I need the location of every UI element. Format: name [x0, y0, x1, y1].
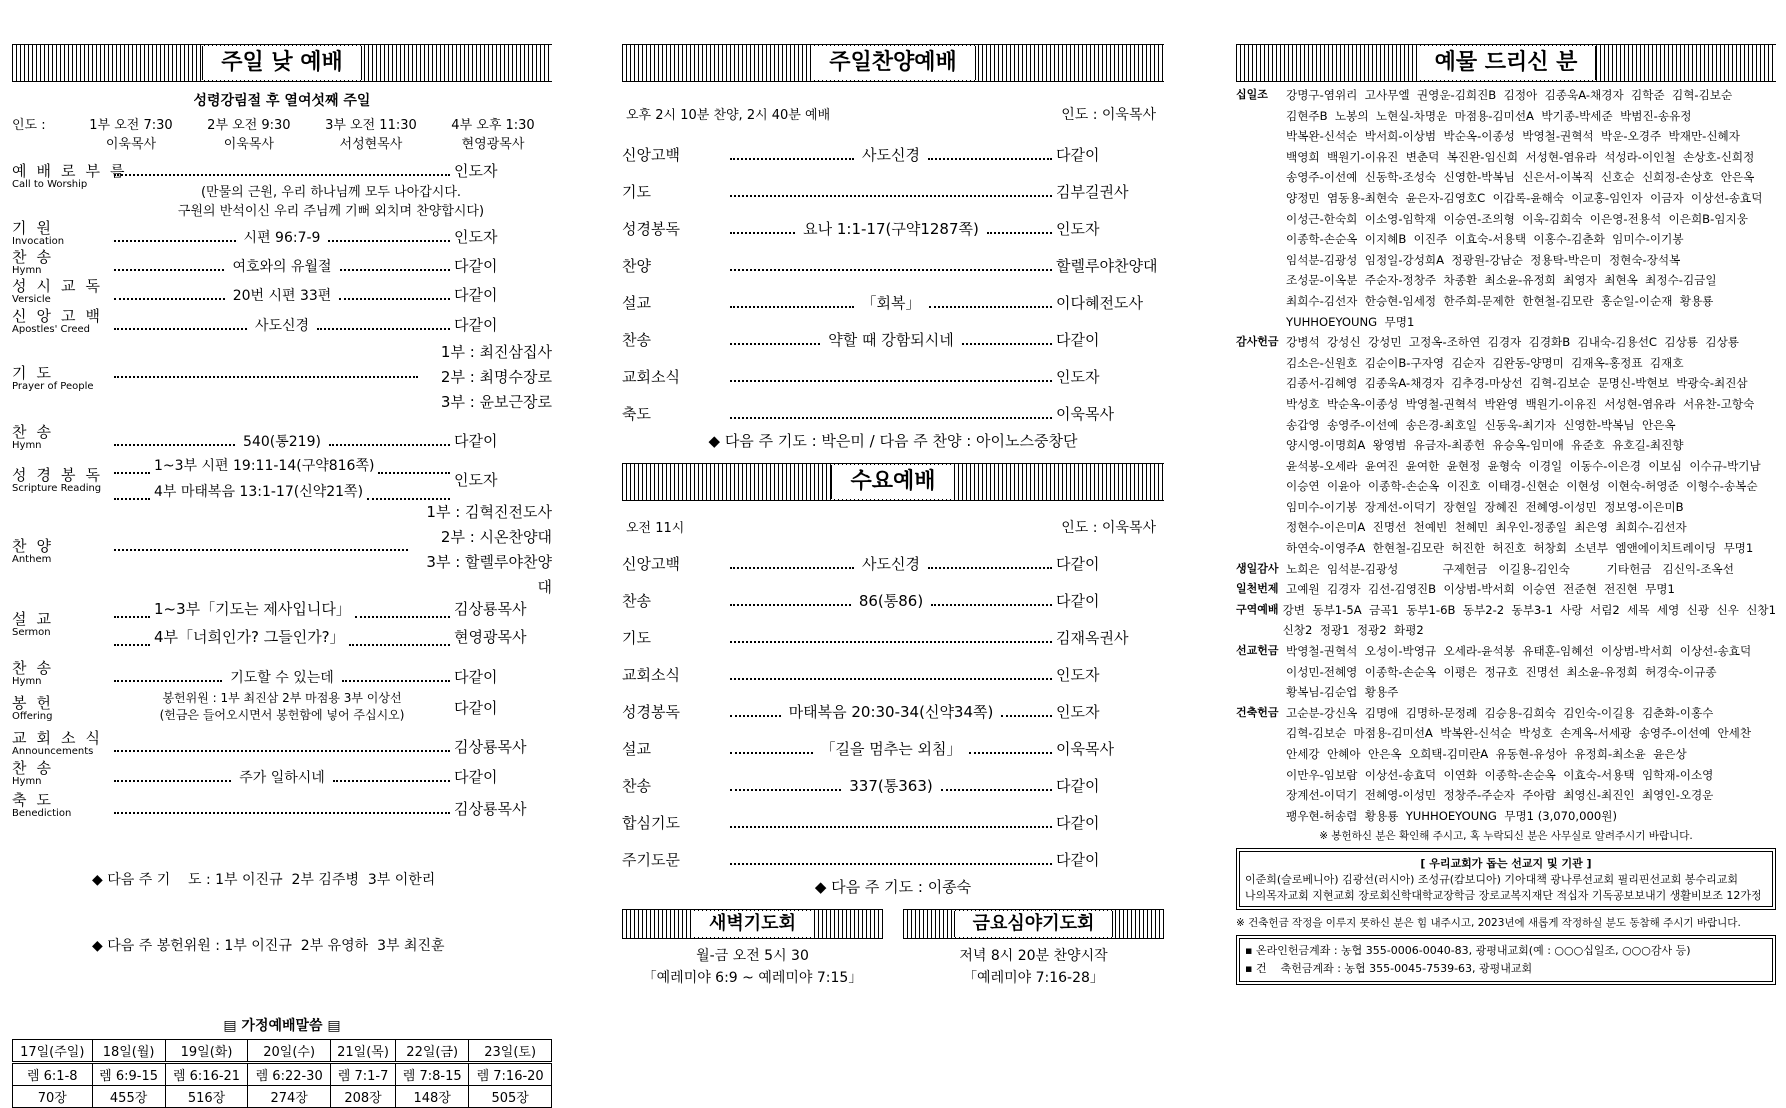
order-person: 다같이 — [1056, 814, 1100, 832]
offering-names: 이만우-임보람 이상선-송효덕 이연화 이종학-손순옥 이효숙-서용택 임학재-이소영 — [1286, 767, 1714, 782]
order-person: 김재옥권사 — [1056, 629, 1129, 647]
praise-lead: 인도 : 이욱목사 — [1061, 107, 1156, 123]
order-invocation: 기원 Invocation 시편 96:7-9 인도자 — [12, 219, 498, 247]
order-hymn-3: 찬송 Hymn 기도할 수 있는데 다같이 — [12, 659, 498, 687]
family-cell: 20일(수) — [248, 1040, 331, 1063]
offering-names: 김종서-김혜영 김종욱A-채경자 김추경-마상선 김혁-김보순 문명신-박현보 박광숙-최진삼 — [1286, 376, 1748, 391]
offering-names: 박복완-신석순 박서희-이상범 박순옥-이종성 박영철-권혁석 박운-오경주 박재만-신혜자 — [1286, 129, 1740, 144]
call-label: 예배로부름 — [12, 162, 135, 180]
offering-names: 김혁-김보순 마점용-김미선A 박복완-신석순 박성호 손계옥-서세광 송영주-이선예 안세찬 — [1286, 726, 1752, 741]
family-cell: 21일(목) — [331, 1040, 396, 1063]
offering-group — [1236, 600, 1776, 641]
family-cell: 516장 — [165, 1086, 248, 1108]
family-cell: 208장 — [331, 1086, 396, 1108]
service-3: 3부 오전 11:30 서성현목사 — [325, 118, 417, 152]
order-person: 이욱목사 — [1056, 405, 1114, 423]
mission-title: [ 우리교회가 돕는 선교지 및 기관 ] — [1420, 857, 1592, 871]
order-benediction: 축도 Benediction 김상룡목사 — [12, 791, 527, 819]
order-person: 인도자 — [1056, 703, 1100, 721]
family-cell: 렘 6:22-30 — [248, 1063, 331, 1086]
praise-service-column — [622, 44, 1164, 989]
offering-type: 구역예배 — [1236, 602, 1279, 616]
offering-type: 십일조 — [1236, 88, 1268, 101]
offering-names: 양시영-이명희A 왕영범 유금자-최종헌 유승옥-임미애 유준호 유호길-최진향 — [1286, 438, 1684, 453]
account-box — [1239, 938, 1773, 982]
order-person: 인도자 — [1056, 368, 1100, 386]
sunday-service-title: 주일 낮 예배 — [202, 46, 362, 80]
offering-group — [1236, 332, 1776, 559]
offering-names: 송영주-이선예 신동학-조성숙 신영한-박복님 신은서-이복직 신호순 신희정-손상호 안은옥 — [1286, 170, 1755, 185]
order-item — [622, 537, 1164, 574]
order-content: 「길을 멈추는 외침」 — [820, 740, 962, 758]
praise-order-list — [622, 128, 1164, 424]
offering-group — [1236, 641, 1776, 703]
lead-label: 인도 : — [12, 118, 46, 133]
offering-names: 윤석봉-오세라 윤여진 윤여한 윤현정 윤형숙 이경일 이동수-이은경 이보심 이수규-박기남 — [1286, 458, 1761, 473]
order-label: 교회소식 — [622, 368, 680, 386]
offering-names: 안세강 안혜아 안은옥 오희택-김미란A 유동현-유성아 유정희-최소윤 윤은상 — [1286, 747, 1687, 761]
family-cell: 렘 6:16-21 — [165, 1063, 248, 1086]
family-cell: 148장 — [396, 1086, 469, 1108]
order-offering: 봉헌 Offering 봉헌위원 : 1부 최진삼 2부 마점용 3부 이상선 (헌금은 들어오시면서 봉헌함에 넣어 주십시오) 다같이 — [12, 691, 498, 722]
order-label: 기도 — [622, 629, 651, 647]
building-account: ▪ 건 축헌금계좌 : 농협 355-0045-7539-63, 광평내교회 — [1245, 962, 1533, 976]
offering-names: 노희은 임석분-김광성 구제헌금 이길용-김인숙 기타헌금 김신익-조옥선 — [1286, 561, 1734, 576]
order-item — [622, 350, 1164, 387]
offering-names: 고예원 김경자 김선-김영진B 이상범-박서희 이승연 전준현 전진현 무명1 — [1286, 582, 1675, 597]
order-creed: 신앙고백 Apostles' Creed 사도신경 다같이 — [12, 307, 498, 335]
order-content: 「회복」 — [861, 294, 921, 312]
order-label: 교회소식 — [622, 666, 680, 684]
liturgical-subtitle: 성령강림절 후 열여섯째 주일 — [193, 93, 371, 109]
order-person: 이다혜전도사 — [1056, 294, 1143, 312]
sunday-service-column — [12, 44, 552, 1108]
offering-names: 이성근-한숙희 이소영-임학재 이승연-조의형 이욱-김희숙 이은영-전용석 이은희B-임지웅 — [1286, 211, 1748, 226]
offering-names: 강변 동부1-5A 금곡1 동부1-6B 동부2-2 동부3-1 사랑 서림2 세목 세영 신광 신우 신창1 — [1282, 602, 1776, 617]
family-cell: 렘 7:16-20 — [469, 1063, 552, 1086]
order-label: 찬송 — [622, 592, 651, 610]
order-item — [622, 722, 1164, 759]
offering-names: 송갑영 송영주-이선예 송은경-최호일 신동욱-최기자 신영한-박복님 안은옥 — [1286, 417, 1676, 432]
friday-time: 저녁 8시 20분 찬양시작 — [959, 948, 1108, 964]
family-cell: 455장 — [92, 1086, 165, 1108]
offering-names: 백영희 백원기-이유진 변춘덕 복진완-임신희 서성현-염유라 석성라-이인철 손상호-신희정 — [1286, 149, 1755, 164]
order-label: 성경봉독 — [622, 703, 680, 721]
wednesday-title: 수요예배 — [831, 465, 954, 499]
dawn-prayer — [622, 909, 883, 989]
family-worship-table — [12, 1039, 552, 1108]
order-label: 설교 — [622, 740, 651, 758]
dawn-time: 월-금 오전 5시 30 — [696, 948, 809, 964]
order-sermon: 설교 Sermon 1~3부「기도는 제사입니다」 김상룡목사 4부「너희인가? 그들인가?」 현영광목사 — [12, 593, 552, 653]
family-cell: 렘 6:1-8 — [13, 1063, 93, 1086]
offering-names: 김소은-신원호 김순이B-구자영 김순자 김완동-양명미 김재옥-홍정표 김재호 — [1286, 355, 1684, 370]
praise-service-title-bar — [622, 44, 1164, 82]
order-item — [622, 387, 1164, 424]
order-person: 김부길권사 — [1056, 183, 1129, 201]
family-cell: 렘 6:9-15 — [92, 1063, 165, 1086]
next-week-info: ◆ 다음 주 기 도 : 1부 이진규 2부 김주병 3부 이한리 ◆ 다음 주 봉헌위원 : 1부 이진규 2부 유영하 3부 최진훈 — [92, 872, 445, 954]
order-person: 다같이 — [1056, 592, 1100, 610]
offering-names: 신창2 정광1 정광2 화평2 — [1282, 623, 1424, 638]
family-cell: 274장 — [248, 1086, 331, 1108]
order-person: 다같이 — [1056, 555, 1100, 573]
order-label: 찬양 — [622, 257, 651, 275]
order-person: 할렐루야찬양대 — [1056, 257, 1158, 275]
order-content: 86(통86) — [858, 592, 924, 610]
wednesday-title-bar — [622, 463, 1164, 501]
order-person: 다같이 — [1056, 146, 1100, 164]
offering-names: 최희수-김선자 한승현-임세정 한주희-문제한 한현철-김모란 홍순일-이순재 황용룡 — [1286, 293, 1714, 308]
online-account: ▪ 온라인헌금계좌 : 농협 355-0006-0040-83, 광평내교회(예 : ○○○십일조, ○○○감사 등) — [1245, 944, 1691, 958]
offering-names: 고순분-강신옥 김명애 김명하-문정례 김승용-김희숙 김인숙-이길용 김춘화-이홍수 — [1286, 705, 1714, 720]
offering-names: 임석분-김광성 임정일-강성희A 정광원-강남순 정용탁-박은미 정현숙-장석복 — [1286, 252, 1681, 267]
order-person: 다같이 — [1056, 777, 1100, 795]
family-cell: 23일(토) — [469, 1040, 552, 1063]
wednesday-lead: 인도 : 이욱목사 — [1061, 520, 1156, 536]
family-cell: 19일(화) — [165, 1040, 248, 1063]
order-item — [622, 611, 1164, 648]
order-prayer: 기도 Prayer of People 1부 : 최진삼집사 2부 : 최명수장로 3부 : 윤보근장로 — [12, 342, 552, 411]
wednesday-order-list — [622, 537, 1164, 870]
order-person: 인도자 — [1056, 220, 1100, 238]
offering-names: 강명구-염위리 고사무엘 권영운-김희진B 김정아 김종욱A-채경자 김학준 김혁-김보순 — [1286, 88, 1733, 102]
offering-type: 감사헌금 — [1236, 335, 1279, 349]
order-content: 요나 1:1-17(구약1287쪽) — [803, 220, 979, 238]
service-2: 2부 오전 9:30 이욱목사 — [207, 118, 291, 152]
praise-next: ◆ 다음 주 기도 : 박은미 / 다음 주 찬양 : 아이노스중창단 — [708, 432, 1078, 450]
order-item — [622, 796, 1164, 833]
order-item — [622, 128, 1164, 165]
offering-names: 양정민 염동용-최현숙 윤은자-김영호C 이갑록-윤해숙 이교홍-임인자 이금자 이상선-송효덕 — [1286, 190, 1763, 205]
offering-names: 박성호 박순옥-이종성 박영철-권혁석 박완영 백원기-이유진 서성현-염유라 서유찬-고항숙 — [1286, 396, 1755, 411]
order-label: 주기도문 — [622, 851, 680, 869]
order-item — [622, 165, 1164, 202]
order-content: 337(통363) — [849, 777, 933, 795]
order-announcements: 교회소식 Announcements 김상룡목사 — [12, 729, 527, 757]
order-person: 다같이 — [1056, 331, 1100, 349]
order-person: 이욱목사 — [1056, 740, 1114, 758]
order-anthem: 찬양 Anthem 1부 : 김혁진전도사 2부 : 시온찬양대 3부 : 할렐루야찬양대 — [12, 503, 552, 596]
order-label: 성경봉독 — [622, 220, 680, 238]
offering-group — [1236, 559, 1776, 580]
offering-names: 팽우현-허송렴 황용룡 YUHHOEYOUNG 무명1 (3,070,000원) — [1286, 808, 1617, 823]
confirm-note: ※ 봉헌하신 분은 확인해 주시고, 혹 누락되신 분은 사무실로 알려주시기 바랍니다. — [1319, 830, 1693, 843]
friday-prayer — [903, 909, 1164, 989]
family-worship-title: ▤ 가정예배말씀 ▤ — [223, 1018, 341, 1034]
order-label: 설교 — [622, 294, 651, 312]
order-hymn-4: 찬송 Hymn 주가 일하시네 다같이 — [12, 759, 498, 787]
order-item — [622, 648, 1164, 685]
offering-type: 일천번제 — [1236, 582, 1279, 596]
offering-names: 조성문-이옥분 주순자-정창주 차종환 최소윤-유정희 최영자 최현옥 최정수-김금일 — [1286, 273, 1717, 288]
order-item — [622, 759, 1164, 796]
order-person: 다같이 — [1056, 851, 1100, 869]
offering-title-bar — [1236, 44, 1776, 82]
order-item — [622, 276, 1164, 313]
family-cell: 17일(주일) — [13, 1040, 93, 1063]
order-item — [622, 685, 1164, 722]
offering-names: 김현주B 노봉의 노현실-차명운 마점용-김미선A 박기종-박세준 박범진-송유정 — [1286, 108, 1692, 123]
offering-names: 임미수-이기봉 장계선-이덕기 장현일 장혜진 전혜영-이성민 정보영-이은미B — [1286, 499, 1684, 514]
order-content: 마태복음 20:30-34(신약34쪽) — [788, 703, 994, 721]
family-cell: 22일(금) — [396, 1040, 469, 1063]
friday-text: 「예레미야 7:16-28」 — [963, 970, 1104, 986]
order-label: 합심기도 — [622, 814, 680, 832]
order-label: 찬송 — [622, 777, 651, 795]
call-who: 인도자 — [454, 162, 498, 180]
dawn-text: 「예레미야 6:9 ~ 예레미야 7:15」 — [642, 970, 863, 986]
order-label: 신앙고백 — [622, 555, 680, 573]
offering-names: 하연숙-이영주A 한현철-김모란 허진한 허진호 허창회 소년부 엠앤에이치트레이딩 무명1 — [1286, 541, 1754, 556]
order-content: 약할 때 강함되시네 — [828, 331, 954, 349]
offering-names: 황복님-김순업 황용주 — [1286, 685, 1399, 700]
order-label: 신앙고백 — [622, 146, 680, 164]
order-label: 축도 — [622, 405, 651, 423]
order-person: 인도자 — [1056, 666, 1100, 684]
family-cell: 70장 — [13, 1086, 93, 1108]
offering-type: 생일감사 — [1236, 561, 1279, 575]
sunday-service-title-bar — [12, 44, 552, 82]
family-cell: 렘 7:8-15 — [396, 1063, 469, 1086]
offering-names: 이성민-전혜영 이종학-손순옥 이평은 정규호 진명선 최소윤-유정희 허경숙-이규종 — [1286, 664, 1717, 679]
order-reading: 성경봉독 Scripture Reading 1~3부 시편 19:11-14(구약816쪽) 4부 마태복음 13:1-17(신약21쪽) 인도자 — [12, 451, 552, 507]
order-versicle: 성시교독 Versicle 20번 시편 33편 다같이 — [12, 277, 498, 305]
order-hymn-1: 찬송 Hymn 여호와의 유월절 다같이 — [12, 248, 498, 276]
order-hymn-2: 찬송 Hymn 540(통219) 다같이 — [12, 423, 498, 451]
offering-list — [1236, 85, 1776, 826]
service-4: 4부 오후 1:30 현영광목사 — [451, 118, 535, 152]
wednesday-time: 오전 11시 — [626, 521, 685, 536]
order-item — [622, 833, 1164, 870]
offering-title: 예물 드리신 분 — [1416, 46, 1597, 80]
order-call-to-worship: 예배로부름 Call to Worship 인도자 (만물의 근원, 우리 하나님께 모두 나아갑시다. 구원의 반석이신 우리 주님께 기뻐 외치며 찬양합시다) — [12, 160, 552, 214]
order-content: 사도신경 — [862, 146, 920, 164]
offering-names: YUHHOEYOUNG 무명1 — [1286, 314, 1415, 329]
offering-group — [1236, 579, 1776, 600]
service-1: 1부 오전 7:30 이욱목사 — [89, 118, 173, 152]
order-content: 사도신경 — [862, 555, 920, 573]
order-item — [622, 202, 1164, 239]
family-cell: 렘 7:1-7 — [331, 1063, 396, 1086]
service-times — [12, 114, 552, 152]
dawn-title: 새벽기도회 — [690, 911, 815, 937]
order-item — [622, 239, 1164, 276]
praise-service-title: 주일찬양예배 — [810, 46, 976, 80]
offering-group — [1236, 703, 1776, 827]
offering-type: 건축헌금 — [1236, 705, 1279, 719]
family-cell: 18일(월) — [92, 1040, 165, 1063]
order-item — [622, 313, 1164, 350]
friday-title: 금요심야기도회 — [954, 911, 1114, 937]
offering-names: 이종학-손순옥 이지혜B 이진주 이효숙-서용택 이홍수-김춘화 임미수-이기봉 — [1286, 232, 1684, 247]
order-label: 찬송 — [622, 331, 651, 349]
praise-time: 오후 2시 10분 찬양, 2시 40분 예배 — [626, 108, 831, 123]
mission-box: [ 우리교회가 돕는 선교지 및 기관 ] 이준희(슬로베니아) 김광선(러시아) 조성규(캄보디아) 기아대책 광나루선교회 필리핀선교회 봉수리교회 나의목자교회 지현교회 장로회신학대학교장학금 장로교복지재단 적십자 기독공보보내기 생활비보조 12가정 — [1239, 851, 1773, 907]
building-note: ※ 건축헌금 작정을 이루지 못하신 분은 힘 내주시고, 2023년에 새롭게 작정하실 분도 동참해 주시기 바랍니다. — [1236, 917, 1741, 930]
offering-names: 이승연 이윤아 이종학-손순옥 이진호 이태경-신현순 이현성 이현숙-허영준 이형수-송복순 — [1286, 479, 1758, 494]
offering-group — [1236, 85, 1776, 332]
order-item — [622, 574, 1164, 611]
offering-column — [1236, 44, 1776, 990]
offering-names: 정현수-이은미A 진명선 천예빈 천혜민 최우인-정종일 최은영 최희수-김선자 — [1286, 520, 1687, 535]
offering-names: 강병석 강성신 강성민 고정옥-조하연 김경자 김경화B 김내숙-김용선C 김상룡 김상룡 — [1286, 335, 1739, 350]
offering-type: 선교헌금 — [1236, 644, 1279, 658]
offering-names: 박영철-권혁석 오성이-박영규 오세라-윤석봉 유태훈-임혜선 이상범-박서희 이상선-송효덕 — [1286, 644, 1752, 659]
order-label: 기도 — [622, 183, 651, 201]
offering-names: 장계선-이덕기 전혜영-이성민 정창주-주순자 주아람 최영신-최진인 최영인-오경운 — [1286, 788, 1714, 803]
wednesday-next: ◆ 다음 주 기도 : 이종숙 — [814, 878, 972, 896]
family-cell: 505장 — [469, 1086, 552, 1108]
